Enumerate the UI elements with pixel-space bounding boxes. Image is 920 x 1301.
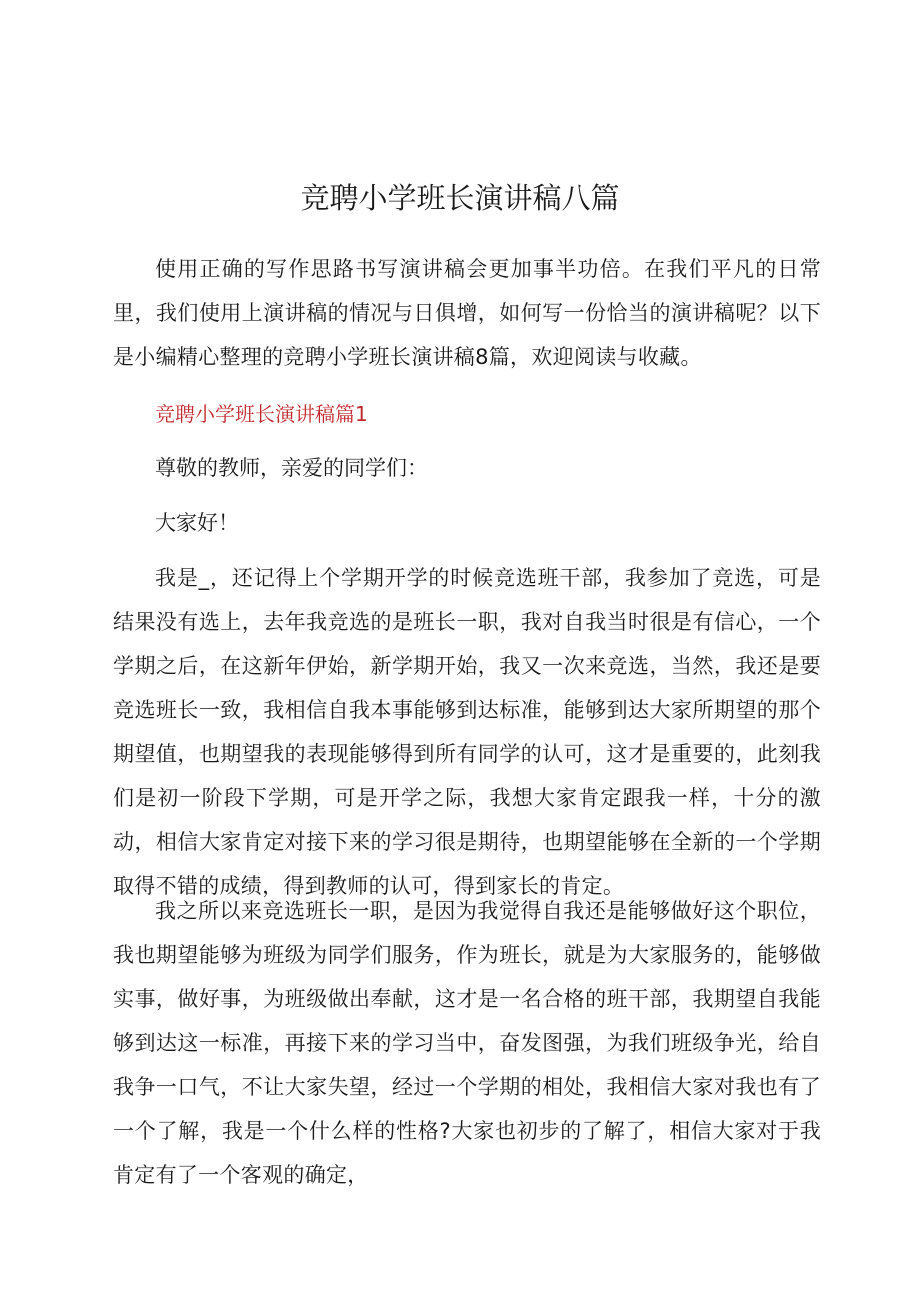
body-paragraph-2: 我之所以来竞选班长一职，是因为我觉得自我还是能够做好这个职位，我也期望能够为班级为同学们服务，作为班长，就是为大家服务的，能够做实事，做好事，为班级做出奉献，这才是一名合格的班干部，我期望自我能够到达这一标准，再接下来的学习当中，奋发图强，为我们班级争光，给自我争一口气，不让大家失望，经过一个学期的相处，我相信大家对我也有了一个了解，我是一个什么样的性格?大家也初步的了解了，相信大家对于我肯定有了一个客观的确定， (113, 899, 821, 1187)
salutation: 尊敬的教师，亲爱的同学们： (155, 456, 428, 480)
section-heading: 竞聘小学班长演讲稿篇1 (155, 402, 368, 426)
body-paragraph-1: 我是_，还记得上个学期开学的时候竞选班干部，我参加了竞选，可是结果没有选上，去年我竞选的是班长一职，我对自我当时很是有信心，一个学期之后，在这新年伊始，新学期开始，我又一次来竞选，当然，我还是要竞选班长一致，我相信自我本事能够到达标准，能够到达大家所期望的那个期望值，也期望我的表现能够得到所有同学的认可，这才是重要的，此刻我们是初一阶段下学期，可是开学之际，我想大家肯定跟我一样，十分的激动，相信大家肯定对接下来的学习很是期待，也期望能够在全新的一个学期取得不错的成绩，得到教师的认可，得到家长的肯定。 (113, 566, 821, 898)
greeting: 大家好！ (155, 511, 239, 535)
document-title: 竞聘小学班长演讲稿八篇 (300, 181, 620, 215)
intro-paragraph: 使用正确的写作思路书写演讲稿会更加事半功倍。在我们平凡的日常里，我们使用上演讲稿的情况与日俱增，如何写一份恰当的演讲稿呢？以下是小编精心整理的竞聘小学班长演讲稿8篇，欢迎阅读与收藏。 (113, 257, 821, 369)
